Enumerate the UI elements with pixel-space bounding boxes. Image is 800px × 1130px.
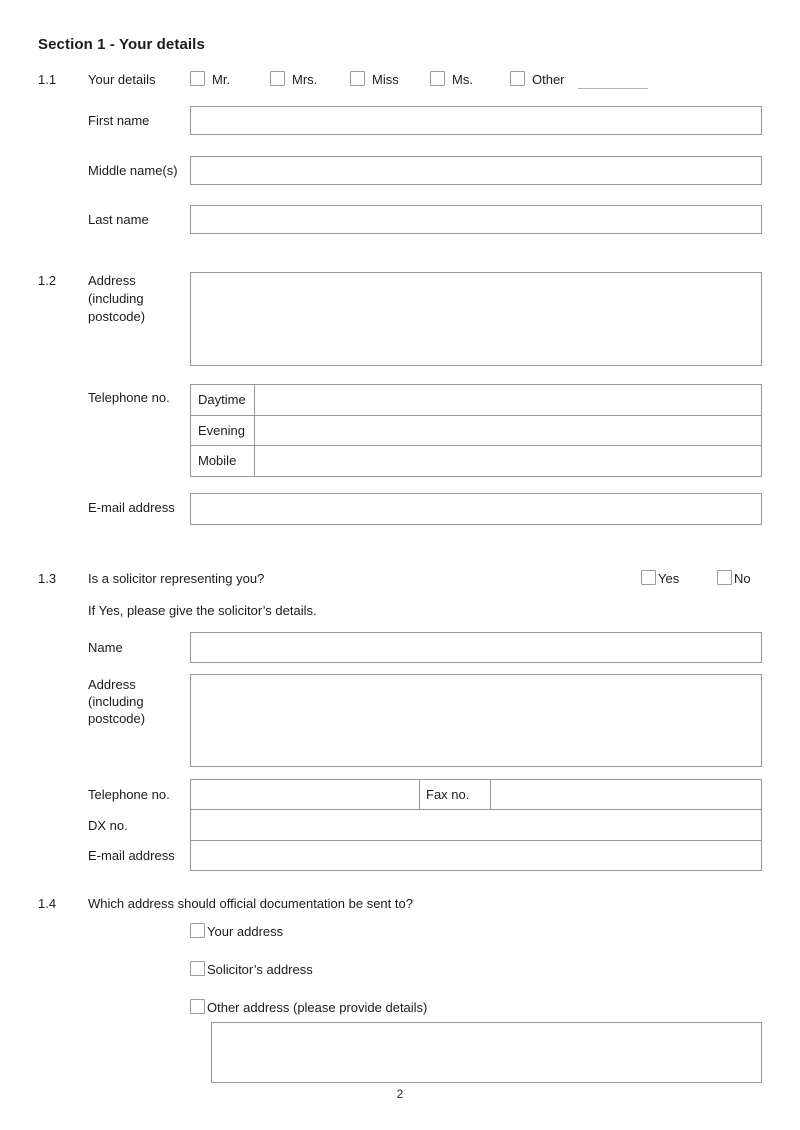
solicitor-name-label: Name [88,640,123,655]
address-textarea[interactable] [190,272,762,366]
solicitor-email-row [191,840,761,870]
if-yes-note: If Yes, please give the solicitor’s details. [88,603,317,618]
address-label-line2: (including [88,291,144,306]
q1-4-number: 1.4 [38,896,57,911]
dx-row [191,809,761,839]
q1-1-number: 1.1 [38,72,57,87]
title-miss-checkbox[interactable] [350,71,365,86]
solicitor-name-input[interactable] [190,632,762,663]
solicitors-address-label: Solicitor’s address [207,962,313,977]
documentation-question: Which address should official documentation be sent to? [88,896,413,911]
mobile-label: Mobile [191,446,255,476]
last-name-input[interactable] [190,205,762,234]
solicitor-address-label-line2: (including [88,694,144,709]
email-label: E-mail address [88,500,175,515]
mobile-input[interactable] [255,446,761,476]
solicitor-address-textarea[interactable] [190,674,762,767]
title-other-checkbox[interactable] [510,71,525,86]
fax-label: Fax no. [419,780,491,809]
phone-row-mobile [191,445,761,476]
page-number: 2 [396,1087,404,1101]
solicitor-no-label: No [734,571,751,586]
q1-1-label: Your details [88,72,156,87]
solicitor-question: Is a solicitor representing you? [88,571,265,586]
q1-2-number: 1.2 [38,273,57,288]
other-title-line[interactable] [578,88,648,89]
solicitor-address-label-line3: postcode) [88,711,146,726]
your-address-label: Your address [207,924,284,939]
dx-input[interactable] [191,810,761,839]
title-ms-checkbox[interactable] [430,71,445,86]
middle-name-input[interactable] [190,156,762,185]
title-other-label: Other [532,72,565,87]
middle-name-label: Middle name(s) [88,163,178,178]
title-mrs-checkbox[interactable] [270,71,285,86]
telephone-label: Telephone no. [88,390,170,405]
solicitor-contact-table [190,779,762,871]
address-label-line3: postcode) [88,309,146,324]
title-miss-label: Miss [372,72,399,87]
other-address-details-textarea[interactable] [211,1022,762,1083]
title-mr-label: Mr. [212,72,231,87]
solicitor-telephone-input[interactable] [191,780,419,809]
other-address-checkbox[interactable] [190,999,205,1014]
section-title: Section 1 - Your details [38,36,205,53]
solicitor-yes-checkbox[interactable] [641,570,656,585]
first-name-input[interactable] [190,106,762,135]
solicitor-telephone-label: Telephone no. [88,787,170,802]
title-mr-checkbox[interactable] [190,71,205,86]
other-address-label: Other address (please provide details) [207,1000,428,1015]
dx-label: DX no. [88,818,128,833]
address-label-line1: Address [88,273,136,288]
title-ms-label: Ms. [452,72,473,87]
solicitor-address-label-line1: Address [88,677,136,692]
q1-3-number: 1.3 [38,571,57,586]
title-mrs-label: Mrs. [292,72,318,87]
telephone-fax-row [191,780,761,809]
solicitor-no-checkbox[interactable] [717,570,732,585]
daytime-label: Daytime [191,385,255,415]
phone-row-daytime [191,385,761,415]
solicitors-address-checkbox[interactable] [190,961,205,976]
last-name-label: Last name [88,212,149,227]
solicitor-email-label: E-mail address [88,848,175,863]
solicitor-yes-label: Yes [658,571,680,586]
phone-table [190,384,762,477]
evening-label: Evening [191,416,255,446]
phone-row-evening [191,415,761,446]
evening-input[interactable] [255,416,761,446]
email-input[interactable] [190,493,762,525]
your-address-checkbox[interactable] [190,923,205,938]
daytime-input[interactable] [255,385,761,415]
first-name-label: First name [88,113,150,128]
fax-input[interactable] [491,780,761,809]
solicitor-email-input[interactable] [191,841,761,870]
